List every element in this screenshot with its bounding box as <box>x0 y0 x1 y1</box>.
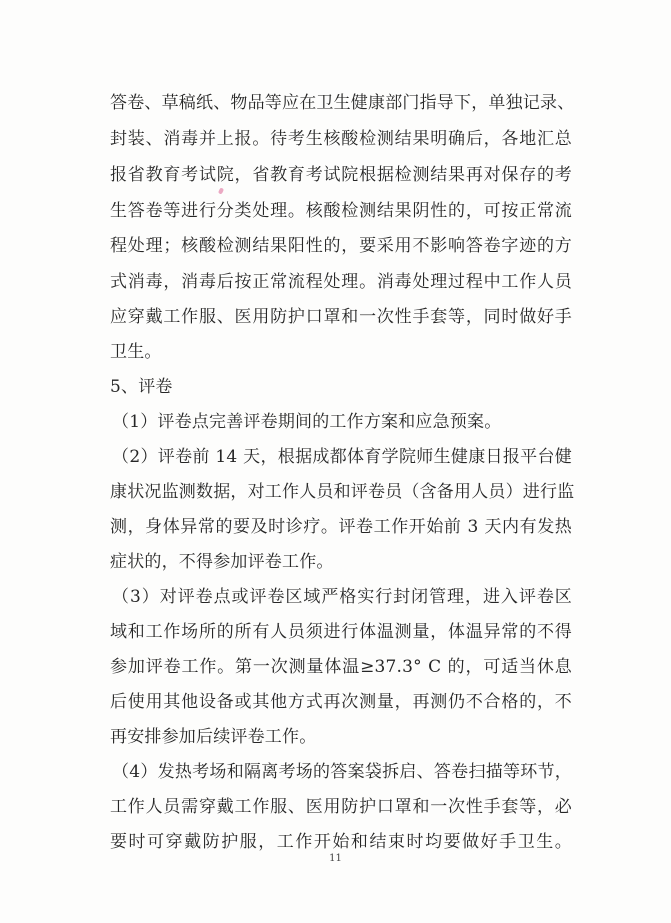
text-line: 封装、消毒并上报。待考生核酸检测结果明确后，各地汇总 <box>110 129 572 149</box>
text-line: 工作人员需穿戴工作服、医用防护口罩和一次性手套等，必 <box>110 797 572 817</box>
text-line: 参加评卷工作。第一次测量体温≥37.3° C 的，可适当休息 <box>110 657 572 677</box>
page-number: 11 <box>329 853 342 864</box>
text-line: （1）评卷点完善评卷期间的工作方案和应急预案。 <box>112 412 502 432</box>
text-line: 卫生。 <box>110 342 162 362</box>
text-line: 症状的，不得参加评卷工作。 <box>110 552 334 572</box>
ink-mark <box>218 187 224 194</box>
section-heading: 5、评卷 <box>110 377 173 397</box>
text-line: （3）对评卷点或评卷区域严格实行封闭管理，进入评卷区 <box>112 587 572 607</box>
text-line: （2）评卷前 14 天，根据成都体育学院师生健康日报平台健 <box>112 447 572 467</box>
text-line: 答卷、草稿纸、物品等应在卫生健康部门指导下，单独记录、 <box>110 93 575 113</box>
text-line: 程处理；核酸检测结果阳性的，要采用不影响答卷字迹的方 <box>110 236 572 256</box>
text-line: 再安排参加后续评卷工作。 <box>110 727 317 747</box>
text-line: 要时可穿戴防护服，工作开始和结束时均要做好手卫生。 <box>110 832 572 852</box>
text-line: 后使用其他设备或其他方式再次测量，再测仍不合格的，不 <box>110 692 572 712</box>
text-line: 域和工作场所的所有人员须进行体温测量，体温异常的不得 <box>110 622 572 642</box>
text-line: 应穿戴工作服、医用防护口罩和一次性手套等，同时做好手 <box>110 307 572 327</box>
text-line: 测，身体异常的要及时诊疗。评卷工作开始前 3 天内有发热 <box>110 517 572 537</box>
text-line: 康状况监测数据，对工作人员和评卷员（含备用人员）进行监 <box>110 482 575 502</box>
text-line: 式消毒，消毒后按正常流程处理。消毒处理过程中工作人员 <box>110 272 572 292</box>
text-line: 报省教育考试院，省教育考试院根据检测结果再对保存的考 <box>110 165 572 185</box>
text-line: 生答卷等进行分类处理。核酸检测结果阴性的，可按正常流 <box>110 201 572 221</box>
text-line: （4）发热考场和隔离考场的答案袋拆启、答卷扫描等环节， <box>112 762 572 782</box>
